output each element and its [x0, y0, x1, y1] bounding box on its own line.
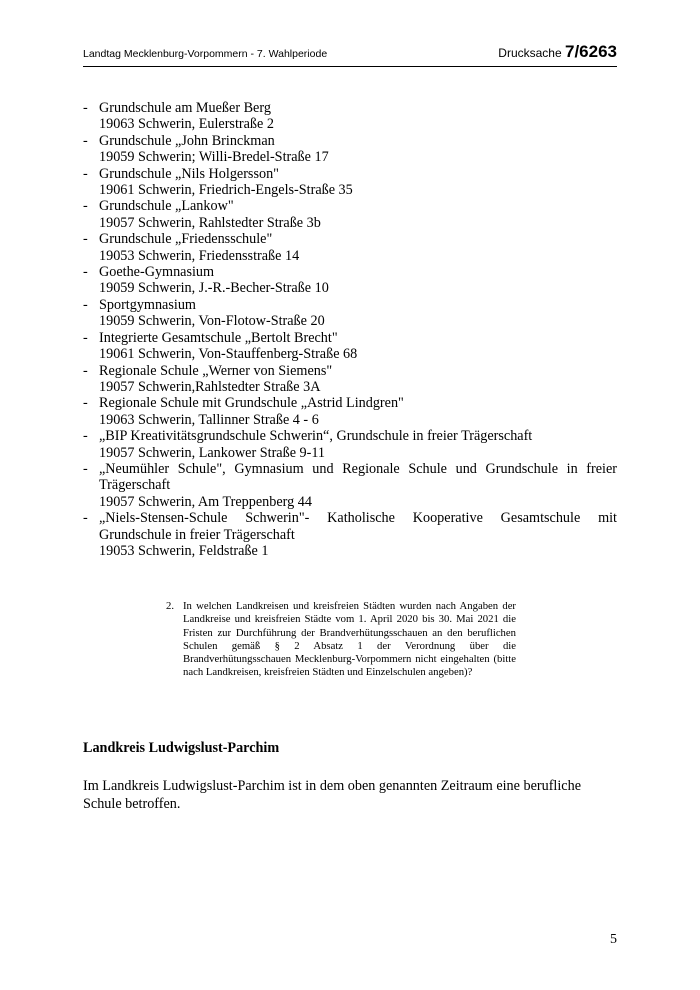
school-address: 19057 Schwerin,Rahlstedter Straße 3A	[99, 378, 321, 395]
list-item	[83, 133, 617, 166]
school-address: 19057 Schwerin, Lankower Straße 9-11	[99, 444, 326, 461]
bullet-dash: -	[83, 510, 88, 527]
bullet-dash: -	[83, 296, 88, 313]
list-item	[83, 395, 617, 428]
bullet-dash: -	[83, 329, 88, 346]
school-name: Sportgymnasium	[99, 296, 196, 313]
school-address: 19059 Schwerin, Von-Flotow-Straße 20	[99, 313, 325, 330]
bullet-dash: -	[83, 132, 88, 149]
list-item	[83, 198, 617, 231]
school-address: 19063 Schwerin, Eulerstraße 2	[99, 116, 274, 133]
section-heading: Landkreis Ludwigslust-Parchim	[83, 740, 280, 756]
bullet-dash: -	[83, 362, 88, 379]
school-name: „Niels-Stensen-Schule Schwerin"- Katholische Kooperative Gesamtschule mit Grundschule in freier Trägerschaft	[99, 510, 617, 543]
header-title: Landtag Mecklenburg-Vorpommern - 7. Wahlperiode	[83, 48, 328, 60]
question-number: 2.	[166, 600, 175, 612]
bullet-dash: -	[83, 460, 88, 477]
list-item	[83, 510, 617, 559]
bullet-dash: -	[83, 231, 88, 248]
document-label: Drucksache	[498, 46, 562, 60]
question-text: In welchen Landkreisen und kreisfreien Städten wurden nach Angaben der Landkreise und kreisfreien Städte vom 1. April 2020 bis 30. Mai 2021 die Fristen zur Durchführung der Brandverhütungsschauen an den beruflichen Schulen gemäß § 2 Absatz 1 der Verordnung über die Brandverhütungsschauen Mecklenburg-Vorpommern nicht eingehalten (bitte nach Landkreisen, kreisfreien Städten und Einzelschulen angeben)?	[183, 600, 516, 679]
list-item	[83, 166, 617, 199]
page-number: 5	[610, 932, 617, 947]
question-block	[166, 600, 516, 680]
school-name: „Neumühler Schule", Gymnasium und Regionale Schule und Grundschule in freier Trägerschaft	[99, 460, 617, 494]
bullet-dash: -	[83, 264, 88, 281]
school-name: „BIP Kreativitätsgrundschule Schwerin“, Grundschule in freier Trägerschaft	[99, 428, 533, 445]
school-address: 19061 Schwerin, Friedrich-Engels-Straße 35	[99, 182, 353, 199]
school-name: Grundschule „John Brinckman	[99, 132, 275, 149]
school-address: 19059 Schwerin, J.-R.-Becher-Straße 10	[99, 280, 329, 297]
document-number-value: 7/6263	[565, 42, 617, 61]
school-name: Grundschule „Friedensschule"	[99, 231, 273, 248]
bullet-dash: -	[83, 165, 88, 182]
school-address: 19061 Schwerin, Von-Stauffenberg-Straße 68	[99, 346, 358, 363]
bullet-dash: -	[83, 395, 88, 412]
document-number	[498, 42, 617, 62]
school-name: Grundschule „Nils Holgersson"	[99, 165, 279, 182]
school-name: Goethe-Gymnasium	[99, 264, 215, 281]
list-item	[83, 231, 617, 264]
list-item	[83, 428, 617, 461]
list-item	[83, 264, 617, 297]
list-item	[83, 100, 617, 133]
school-name: Grundschule am Mueßer Berg	[99, 100, 271, 116]
school-name: Regionale Schule „Werner von Siemens"	[99, 362, 333, 379]
list-item	[83, 297, 617, 330]
bullet-dash: -	[83, 100, 88, 116]
school-name: Integrierte Gesamtschule „Bertolt Brecht"	[99, 329, 338, 346]
school-address: 19059 Schwerin; Willi-Bredel-Straße 17	[99, 149, 329, 166]
list-item	[83, 461, 617, 510]
school-name: Regionale Schule mit Grundschule „Astrid Lindgren"	[99, 395, 404, 412]
school-address: 19057 Schwerin, Rahlstedter Straße 3b	[99, 214, 321, 231]
list-item	[83, 330, 617, 363]
school-name: Grundschule „Lankow"	[99, 198, 234, 215]
school-list	[83, 100, 617, 559]
school-address: 19053 Schwerin, Friedensstraße 14	[99, 247, 300, 264]
page-header	[83, 40, 617, 67]
school-address: 19053 Schwerin, Feldstraße 1	[99, 542, 269, 559]
bullet-dash: -	[83, 198, 88, 215]
answer-paragraph: Im Landkreis Ludwigslust-Parchim ist in dem oben genannten Zeitraum eine berufliche Schule betroffen.	[83, 778, 581, 812]
school-address: 19063 Schwerin, Tallinner Straße 4 - 6	[99, 411, 319, 428]
list-item	[83, 363, 617, 396]
school-address: 19057 Schwerin, Am Treppenberg 44	[99, 493, 312, 510]
bullet-dash: -	[83, 428, 88, 445]
